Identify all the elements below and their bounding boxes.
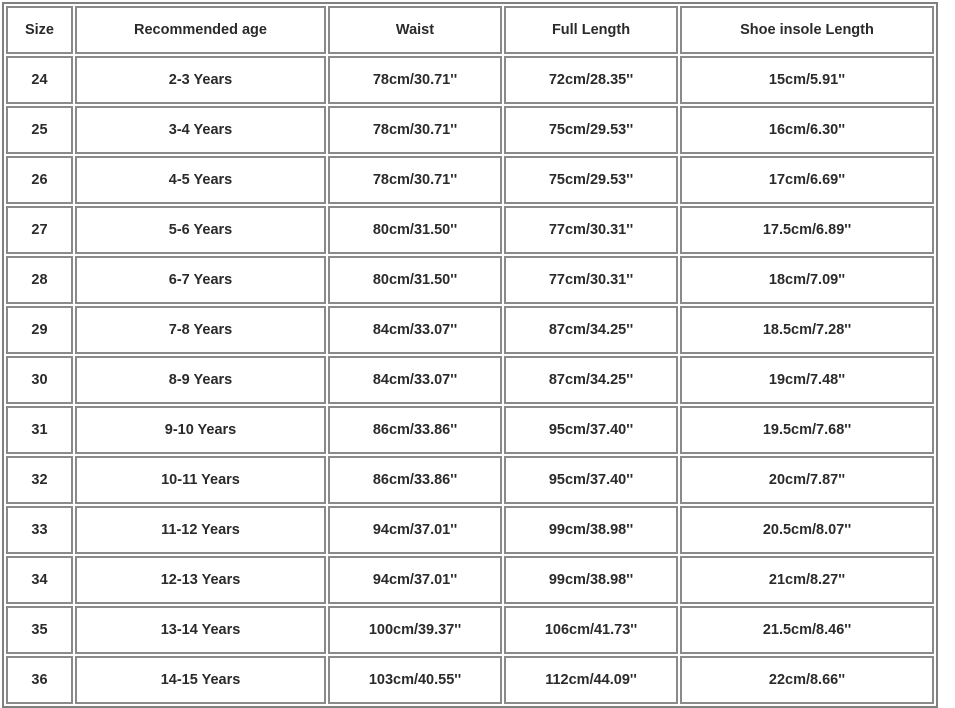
cell-full-length: 72cm/28.35'' bbox=[504, 56, 678, 104]
cell-size: 34 bbox=[6, 556, 73, 604]
table-row bbox=[6, 256, 934, 304]
cell-shoe-insole-length: 17cm/6.69'' bbox=[680, 156, 934, 204]
cell-recommended-age: 14-15 Years bbox=[75, 656, 326, 704]
cell-size: 28 bbox=[6, 256, 73, 304]
header-full-length: Full Length bbox=[504, 6, 678, 54]
cell-size: 25 bbox=[6, 106, 73, 154]
table-row bbox=[6, 556, 934, 604]
cell-waist: 100cm/39.37'' bbox=[328, 606, 502, 654]
cell-waist: 78cm/30.71'' bbox=[328, 106, 502, 154]
cell-full-length: 99cm/38.98'' bbox=[504, 556, 678, 604]
cell-full-length: 95cm/37.40'' bbox=[504, 406, 678, 454]
cell-size: 36 bbox=[6, 656, 73, 704]
cell-size: 29 bbox=[6, 306, 73, 354]
cell-recommended-age: 4-5 Years bbox=[75, 156, 326, 204]
cell-full-length: 87cm/34.25'' bbox=[504, 306, 678, 354]
table-row bbox=[6, 656, 934, 704]
cell-waist: 78cm/30.71'' bbox=[328, 156, 502, 204]
cell-full-length: 75cm/29.53'' bbox=[504, 156, 678, 204]
cell-waist: 86cm/33.86'' bbox=[328, 456, 502, 504]
table-header bbox=[6, 6, 934, 54]
cell-shoe-insole-length: 21cm/8.27'' bbox=[680, 556, 934, 604]
header-row bbox=[6, 6, 934, 54]
cell-recommended-age: 12-13 Years bbox=[75, 556, 326, 604]
cell-recommended-age: 7-8 Years bbox=[75, 306, 326, 354]
cell-waist: 86cm/33.86'' bbox=[328, 406, 502, 454]
cell-size: 24 bbox=[6, 56, 73, 104]
cell-recommended-age: 5-6 Years bbox=[75, 206, 326, 254]
cell-waist: 78cm/30.71'' bbox=[328, 56, 502, 104]
table-row bbox=[6, 156, 934, 204]
size-chart-table bbox=[2, 2, 938, 708]
cell-recommended-age: 6-7 Years bbox=[75, 256, 326, 304]
cell-full-length: 87cm/34.25'' bbox=[504, 356, 678, 404]
table-row bbox=[6, 106, 934, 154]
cell-shoe-insole-length: 20.5cm/8.07'' bbox=[680, 506, 934, 554]
cell-recommended-age: 2-3 Years bbox=[75, 56, 326, 104]
cell-shoe-insole-length: 19cm/7.48'' bbox=[680, 356, 934, 404]
cell-full-length: 77cm/30.31'' bbox=[504, 256, 678, 304]
cell-size: 32 bbox=[6, 456, 73, 504]
cell-recommended-age: 8-9 Years bbox=[75, 356, 326, 404]
table-row bbox=[6, 606, 934, 654]
table-row bbox=[6, 306, 934, 354]
cell-recommended-age: 9-10 Years bbox=[75, 406, 326, 454]
cell-shoe-insole-length: 21.5cm/8.46'' bbox=[680, 606, 934, 654]
cell-waist: 84cm/33.07'' bbox=[328, 306, 502, 354]
cell-recommended-age: 10-11 Years bbox=[75, 456, 326, 504]
cell-waist: 94cm/37.01'' bbox=[328, 506, 502, 554]
cell-size: 31 bbox=[6, 406, 73, 454]
header-waist: Waist bbox=[328, 6, 502, 54]
cell-full-length: 95cm/37.40'' bbox=[504, 456, 678, 504]
cell-shoe-insole-length: 19.5cm/7.68'' bbox=[680, 406, 934, 454]
cell-size: 33 bbox=[6, 506, 73, 554]
cell-full-length: 99cm/38.98'' bbox=[504, 506, 678, 554]
table-body bbox=[6, 56, 934, 704]
header-recommended-age: Recommended age bbox=[75, 6, 326, 54]
cell-waist: 84cm/33.07'' bbox=[328, 356, 502, 404]
cell-full-length: 112cm/44.09'' bbox=[504, 656, 678, 704]
cell-shoe-insole-length: 17.5cm/6.89'' bbox=[680, 206, 934, 254]
cell-size: 35 bbox=[6, 606, 73, 654]
table-row bbox=[6, 456, 934, 504]
cell-waist: 103cm/40.55'' bbox=[328, 656, 502, 704]
cell-size: 26 bbox=[6, 156, 73, 204]
cell-shoe-insole-length: 20cm/7.87'' bbox=[680, 456, 934, 504]
cell-shoe-insole-length: 15cm/5.91'' bbox=[680, 56, 934, 104]
cell-shoe-insole-length: 18.5cm/7.28'' bbox=[680, 306, 934, 354]
header-shoe-insole-length: Shoe insole Length bbox=[680, 6, 934, 54]
cell-waist: 80cm/31.50'' bbox=[328, 256, 502, 304]
cell-full-length: 77cm/30.31'' bbox=[504, 206, 678, 254]
cell-waist: 80cm/31.50'' bbox=[328, 206, 502, 254]
cell-shoe-insole-length: 22cm/8.66'' bbox=[680, 656, 934, 704]
cell-recommended-age: 11-12 Years bbox=[75, 506, 326, 554]
header-size: Size bbox=[6, 6, 73, 54]
cell-full-length: 75cm/29.53'' bbox=[504, 106, 678, 154]
table-row bbox=[6, 206, 934, 254]
cell-shoe-insole-length: 18cm/7.09'' bbox=[680, 256, 934, 304]
table-row bbox=[6, 356, 934, 404]
cell-full-length: 106cm/41.73'' bbox=[504, 606, 678, 654]
cell-size: 27 bbox=[6, 206, 73, 254]
cell-recommended-age: 13-14 Years bbox=[75, 606, 326, 654]
cell-size: 30 bbox=[6, 356, 73, 404]
table-row bbox=[6, 406, 934, 454]
table-row bbox=[6, 56, 934, 104]
table-row bbox=[6, 506, 934, 554]
cell-recommended-age: 3-4 Years bbox=[75, 106, 326, 154]
cell-shoe-insole-length: 16cm/6.30'' bbox=[680, 106, 934, 154]
cell-waist: 94cm/37.01'' bbox=[328, 556, 502, 604]
